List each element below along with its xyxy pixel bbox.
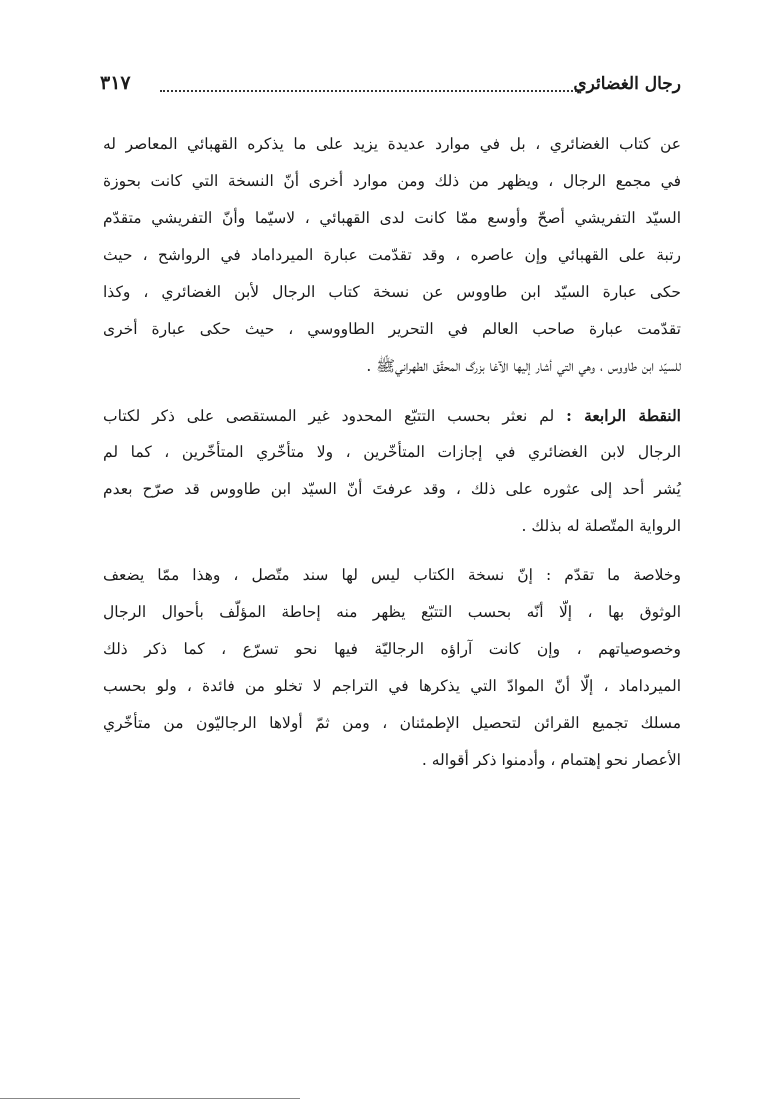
text-line: رتبة على القهبائي وإن عاصره ، وقد تقدّمت عبارة الميرداماد في الرواشح ، حيث (103, 246, 681, 264)
text-line: السيّد التفريشي أصحّ وأوسع ممّا كانت لدى القهبائي ، لاسيّما وأنّ التفريشي متقدّم (103, 209, 681, 227)
running-title: رجال الغضائري (573, 74, 681, 94)
text-line: مسلك تجميع القرائن لتحصيل الإطمئنان ، ومن ثمّ أولاها الرجاليّون من متأخّري (103, 714, 681, 732)
text-line: الوثوق بها ، إلّا أنّه بحسب التتبّع يظهر منه إحاطة المؤلّف بأحوال الرجال (103, 603, 681, 621)
text-line: يُشر أحد إلى عثوره على ذلك ، وقد عرفتَ أنّ السيّد ابن طاووس قد صرّح بعدم (103, 480, 681, 498)
text-line: عن كتاب الغضائري ، بل في موارد عديدة يزيد على ما يذكره القهبائي المعاصر له (103, 135, 681, 153)
text-line: للسيّد ابن طاووس ، وهي التي أشار إليها الآغا بزرگ المحقّق الطهراني‏ﷺ . (366, 357, 681, 375)
page-body (103, 126, 681, 779)
text-line: وخلاصة ما تقدّم : إنّ نسخة الكتاب ليس لها سند متّصل ، وهذا ممّا يضعف (103, 566, 681, 584)
running-header (100, 72, 681, 106)
paragraph (103, 557, 681, 779)
paragraph (103, 397, 681, 545)
text-segment: لم نعثر بحسب التتبّع المحدود غير المستقصى على ذكر لكتاب (103, 407, 555, 425)
text-line: الرجال لابن الغضائري في إجازات المتأخّرين ، ولا متأخّري المتأخّرين ، كما لم (103, 443, 681, 461)
text-line (103, 397, 681, 434)
section-lead: النقطة الرابعة : (566, 406, 681, 425)
header-dot-leader (160, 90, 581, 92)
text-line: في مجمع الرجال ، ويظهر من ذلك ومن موارد أخرى أنّ النسخة التي كانت بحوزة (103, 172, 681, 190)
text-line: الميرداماد ، إلّا أنّ الموادّ التي يذكرها في التراجم لا تخلو من فائدة ، ولو بحسب (103, 677, 681, 695)
text-line: حكى عبارة السيّد ابن طاووس عن نسخة كتاب الرجال لأبن الغضائري ، وكذا (103, 283, 681, 301)
paragraph (103, 126, 681, 385)
page-number: ٣١٧ (100, 72, 131, 94)
text-line: وخصوصياتهم ، وإن كانت آراؤه الرجاليّة فيها نحو تسرّع ، كما ذكر ذلك (103, 640, 681, 658)
scan-edge-line (0, 1098, 300, 1099)
text-line: الرواية المتّصلة له بذلك . (521, 517, 681, 535)
text-line: تقدّمت عبارة صاحب العالم في التحرير الطاووسي ، حيث حكى عبارة أخرى (103, 320, 681, 338)
text-line: الأعصار نحو إهتمام ، وأدمنوا ذكر أقواله . (421, 751, 681, 769)
